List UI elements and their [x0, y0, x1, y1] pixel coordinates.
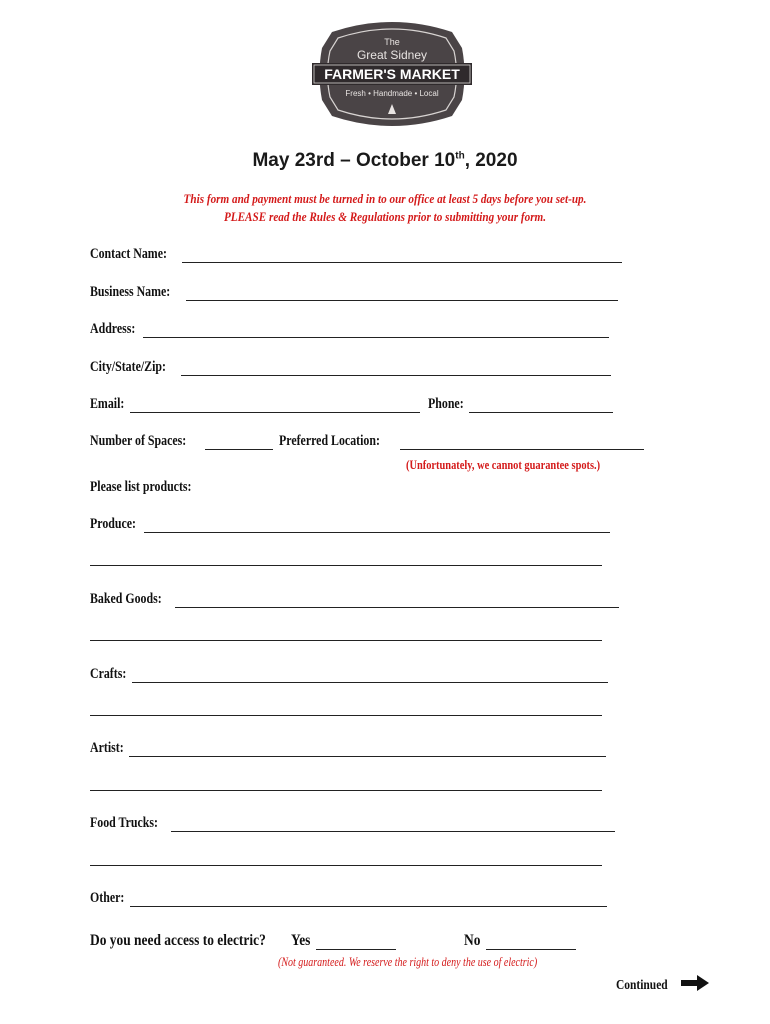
- contact-name-label: Contact Name:: [90, 246, 167, 262]
- baked-goods-field[interactable]: [90, 588, 619, 608]
- artist-line[interactable]: [129, 742, 606, 757]
- spots-note: (Unfortunately, we cannot guarantee spots.): [406, 457, 601, 472]
- produce-extra-line[interactable]: [90, 565, 602, 566]
- electric-no-line[interactable]: [486, 934, 576, 950]
- other-label: Other:: [90, 890, 125, 906]
- food-trucks-line[interactable]: [171, 817, 615, 832]
- number-of-spaces-label: Number of Spaces:: [90, 433, 187, 449]
- artist-field[interactable]: [90, 737, 606, 757]
- crafts-line[interactable]: [132, 668, 608, 683]
- date-range-prefix: May 23rd – October 10: [252, 150, 456, 171]
- logo-line1: The: [384, 37, 400, 47]
- food-trucks-label: Food Trucks:: [90, 815, 158, 831]
- electric-yes-label: Yes: [291, 932, 311, 949]
- date-range-sup: th: [455, 150, 465, 162]
- baked-goods-label: Baked Goods:: [90, 591, 162, 607]
- city-state-zip-field[interactable]: [90, 356, 611, 376]
- notice-line2: PLEASE read the Rules & Regulations prior to submitting your form.: [223, 209, 547, 224]
- phone-line[interactable]: [469, 398, 613, 413]
- electric-note: (Not guaranteed. We reserve the right to deny the use of electric): [278, 955, 538, 969]
- address-label: Address:: [90, 321, 136, 337]
- market-logo: [312, 18, 472, 130]
- crafts-extra-line[interactable]: [90, 715, 602, 716]
- business-name-label: Business Name:: [90, 284, 171, 300]
- logo-line4: Fresh • Handmade • Local: [345, 89, 439, 98]
- contact-name-line[interactable]: [182, 248, 622, 263]
- phone-label: Phone:: [427, 396, 464, 412]
- page-title: [0, 150, 770, 172]
- produce-label: Produce:: [90, 516, 137, 532]
- email-phone-row: [90, 393, 613, 413]
- email-label: Email:: [90, 396, 125, 412]
- electric-question: Do you need access to electric?: [90, 932, 266, 949]
- notice-line1: This form and payment must be turned in to our office at least 5 days before you set-up.: [183, 191, 587, 206]
- other-line[interactable]: [130, 892, 607, 907]
- baked-goods-line[interactable]: [175, 593, 619, 608]
- list-products-label: Please list products:: [90, 479, 192, 495]
- email-line[interactable]: [130, 398, 420, 413]
- artist-label: Artist:: [90, 740, 124, 756]
- city-state-zip-line[interactable]: [181, 361, 611, 376]
- continued-label: Continued: [616, 977, 668, 993]
- address-field[interactable]: [90, 318, 609, 338]
- produce-field[interactable]: [90, 513, 610, 533]
- crafts-label: Crafts:: [90, 666, 127, 682]
- other-field[interactable]: [90, 887, 607, 907]
- list-products-heading: [90, 476, 208, 496]
- food-trucks-field[interactable]: [90, 812, 615, 832]
- crafts-field[interactable]: [90, 663, 608, 683]
- business-name-field[interactable]: [90, 281, 618, 301]
- city-state-zip-label: City/State/Zip:: [90, 359, 166, 375]
- contact-name-field[interactable]: [90, 243, 622, 263]
- food-trucks-extra-line[interactable]: [90, 865, 602, 866]
- electric-yes-line[interactable]: [316, 934, 396, 950]
- preferred-location-label: Preferred Location:: [279, 433, 381, 449]
- logo-line3: FARMER'S MARKET: [324, 66, 460, 82]
- spaces-location-row: [90, 430, 644, 450]
- date-range-suffix: , 2020: [464, 150, 518, 171]
- continued-indicator: [616, 975, 709, 996]
- baked-goods-extra-line[interactable]: [90, 640, 602, 641]
- number-of-spaces-line[interactable]: [205, 435, 273, 450]
- preferred-location-line[interactable]: [400, 435, 644, 450]
- electric-no-label: No: [464, 932, 481, 949]
- produce-line[interactable]: [144, 518, 610, 533]
- address-line[interactable]: [143, 323, 609, 338]
- logo-line2: Great Sidney: [356, 48, 428, 62]
- business-name-line[interactable]: [186, 286, 618, 301]
- electric-row: [90, 928, 576, 950]
- artist-extra-line[interactable]: [90, 790, 602, 791]
- arrow-right-icon: [681, 975, 709, 996]
